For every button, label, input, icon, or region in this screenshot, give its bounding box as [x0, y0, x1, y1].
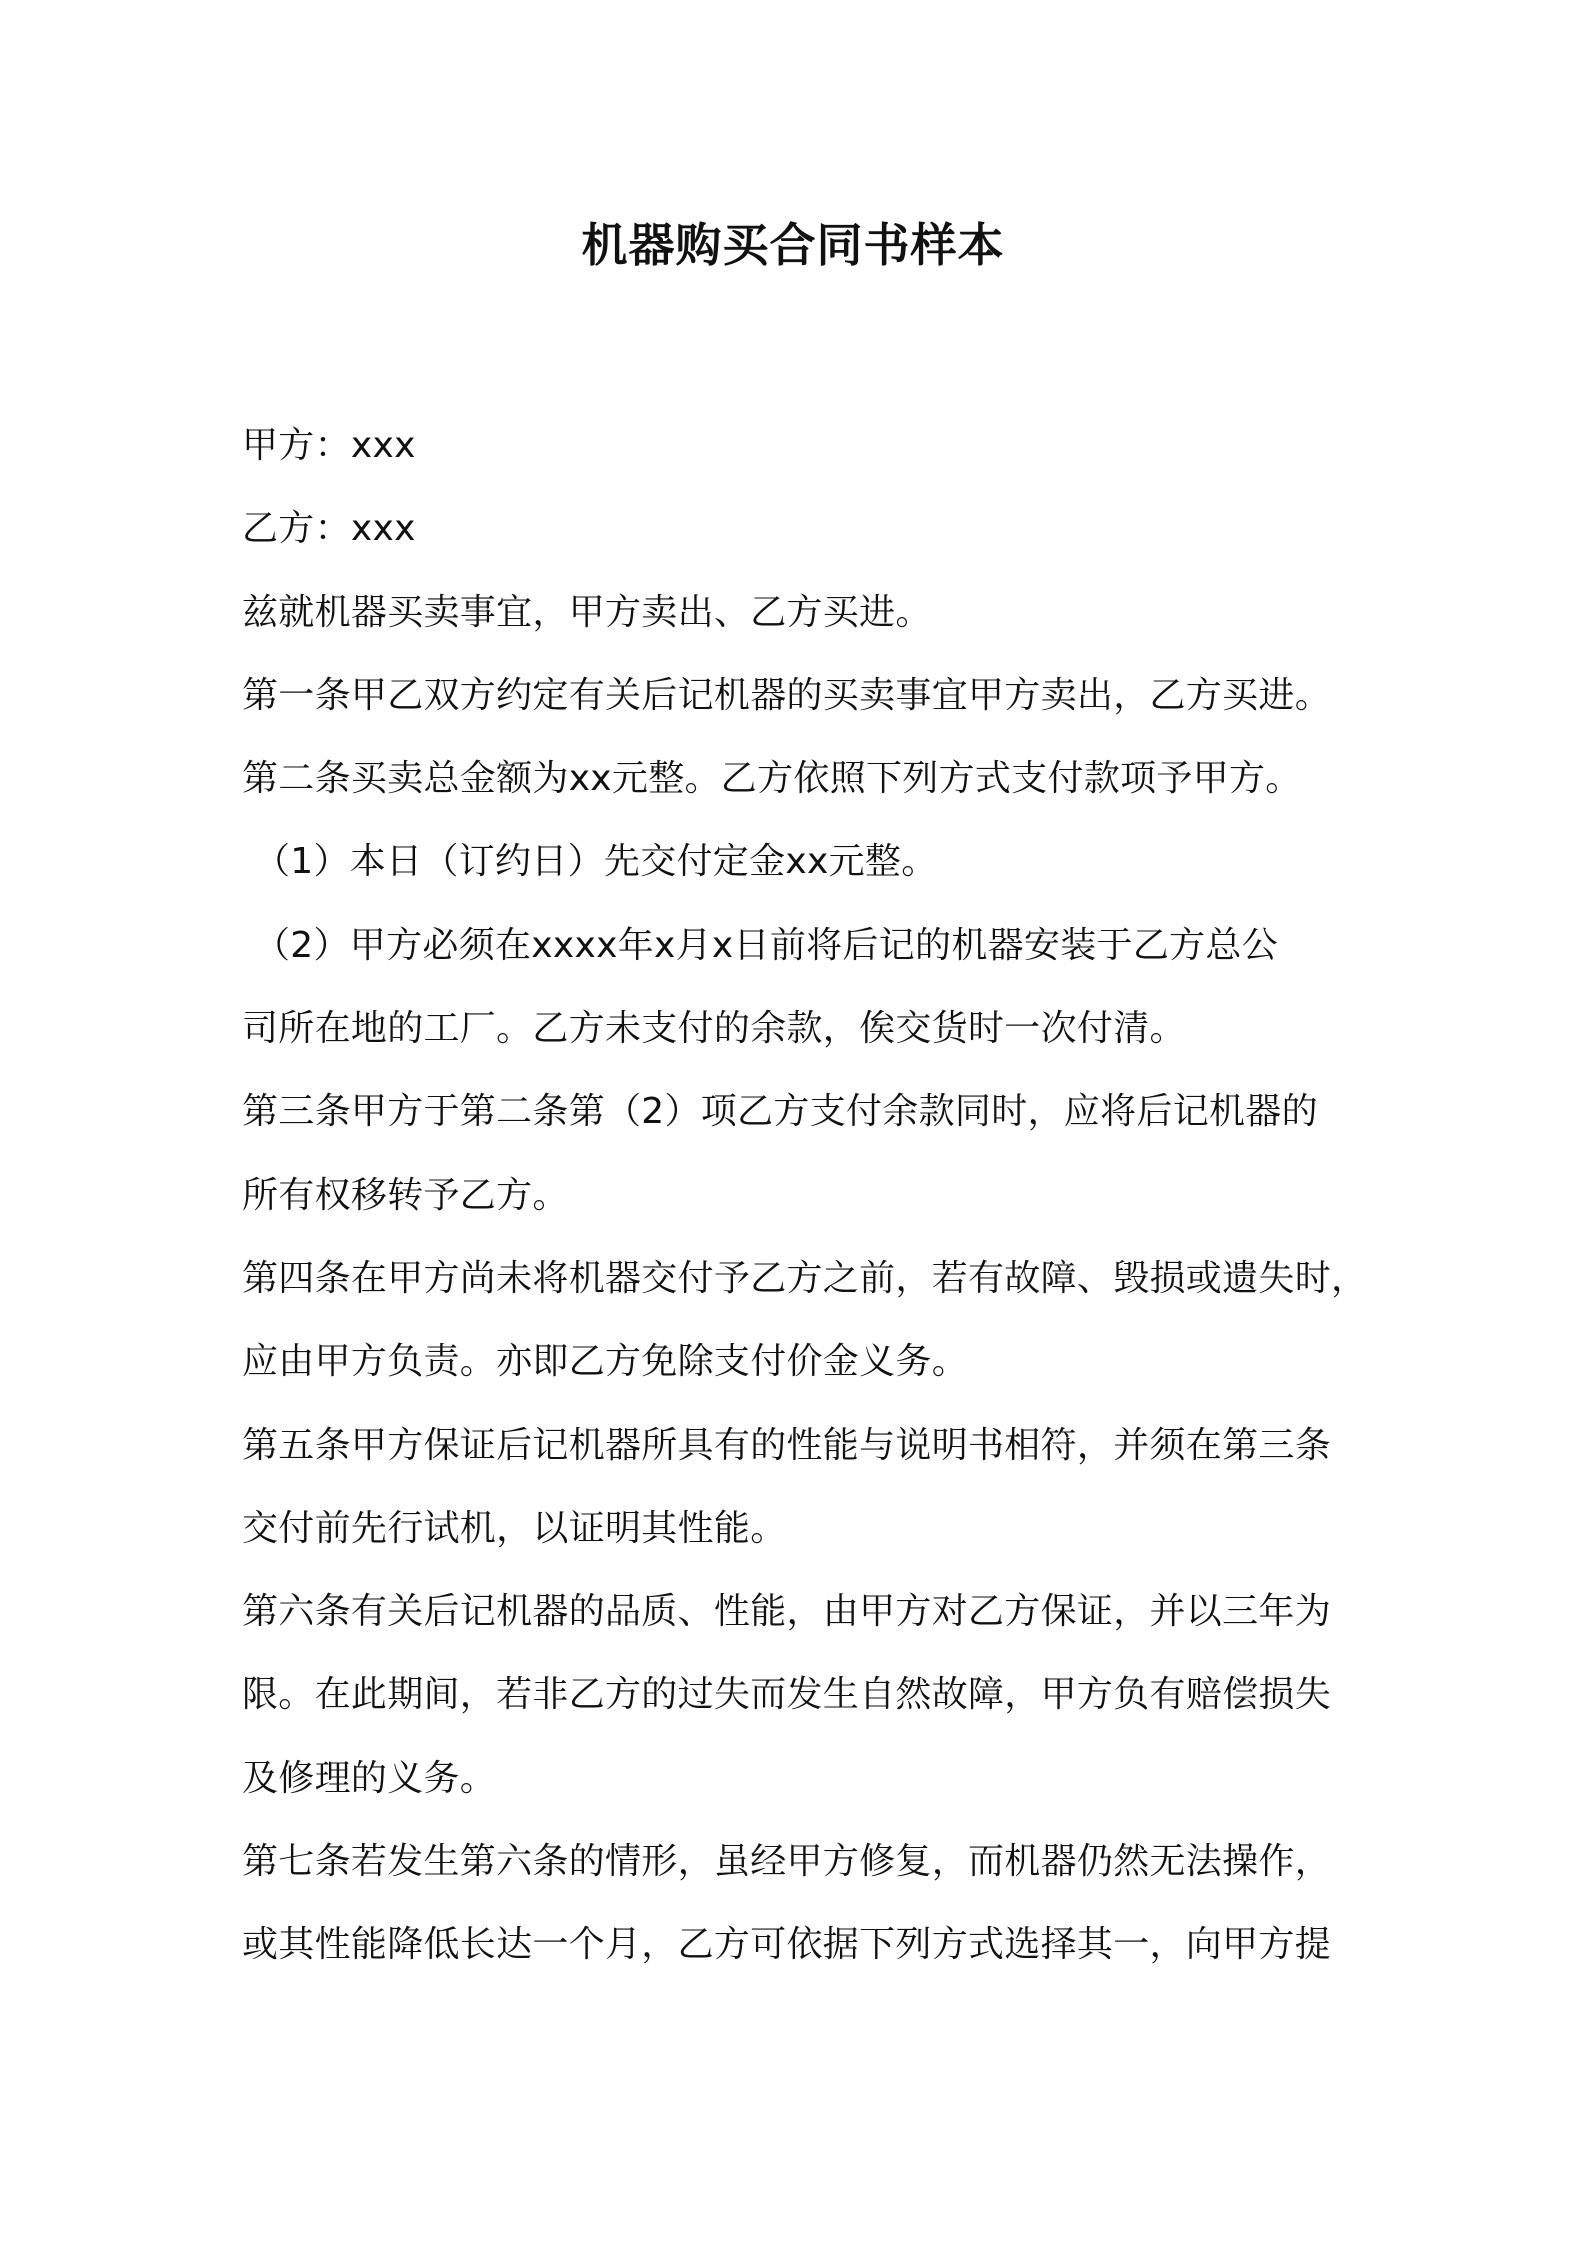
article-4-line: 第四条在甲方尚未将机器交付予乙方之前，若有故障、毁损或遗失时，: [242, 1257, 1368, 1299]
article-3-continued-line: 所有权移转予乙方。: [242, 1174, 569, 1216]
article-2-line: 第二条买卖总金额为xx元整。乙方依照下列方式支付款项予甲方。: [242, 758, 1302, 800]
article-4-continued-line: 应由甲方负责。亦即乙方免除支付价金义务。: [242, 1341, 969, 1383]
preamble-line: 兹就机器买卖事宜，甲方卖出、乙方买进。: [242, 591, 932, 633]
article-6-line: 第六条有关后记机器的品质、性能，由甲方对乙方保证，并以三年为: [242, 1591, 1332, 1633]
article-2-item-2-continued-line: 司所在地的工厂。乙方未支付的余款，俟交货时一次付清。: [242, 1008, 1186, 1050]
article-5-continued-line: 交付前先行试机，以证明其性能。: [242, 1507, 787, 1549]
party-a-line: 甲方：xxx: [242, 425, 416, 466]
article-3-line: 第三条甲方于第二条第（2）项乙方支付余款同时，应将后记机器的: [242, 1091, 1318, 1133]
article-6-end-line: 及修理的义务。: [242, 1757, 497, 1799]
contract-body: [242, 404, 1368, 1987]
party-b-line: 乙方：xxx: [242, 508, 416, 550]
article-2-item-1-line: （1）本日（订约日）先交付定金xx元整。: [254, 841, 938, 883]
article-2-item-2-line: （2）甲方必须在xxxx年x月x日前将后记的机器安装于乙方总公: [254, 924, 1279, 966]
article-5-line: 第五条甲方保证后记机器所具有的性能与说明书相符，并须在第三条: [242, 1424, 1332, 1466]
article-7-continued-line: 或其性能降低长达一个月，乙方可依据下列方式选择其一，向甲方提: [242, 1924, 1332, 1966]
article-1-line: 第一条甲乙双方约定有关后记机器的买卖事宜甲方卖出，乙方买进。: [242, 674, 1332, 716]
document-title: 机器购买合同书样本: [581, 218, 1005, 272]
article-7-line: 第七条若发生第六条的情形，虽经甲方修复，而机器仍然无法操作，: [242, 1841, 1332, 1883]
article-6-continued-line: 限。在此期间，若非乙方的过失而发生自然故障，甲方负有赔偿损失: [242, 1674, 1332, 1716]
